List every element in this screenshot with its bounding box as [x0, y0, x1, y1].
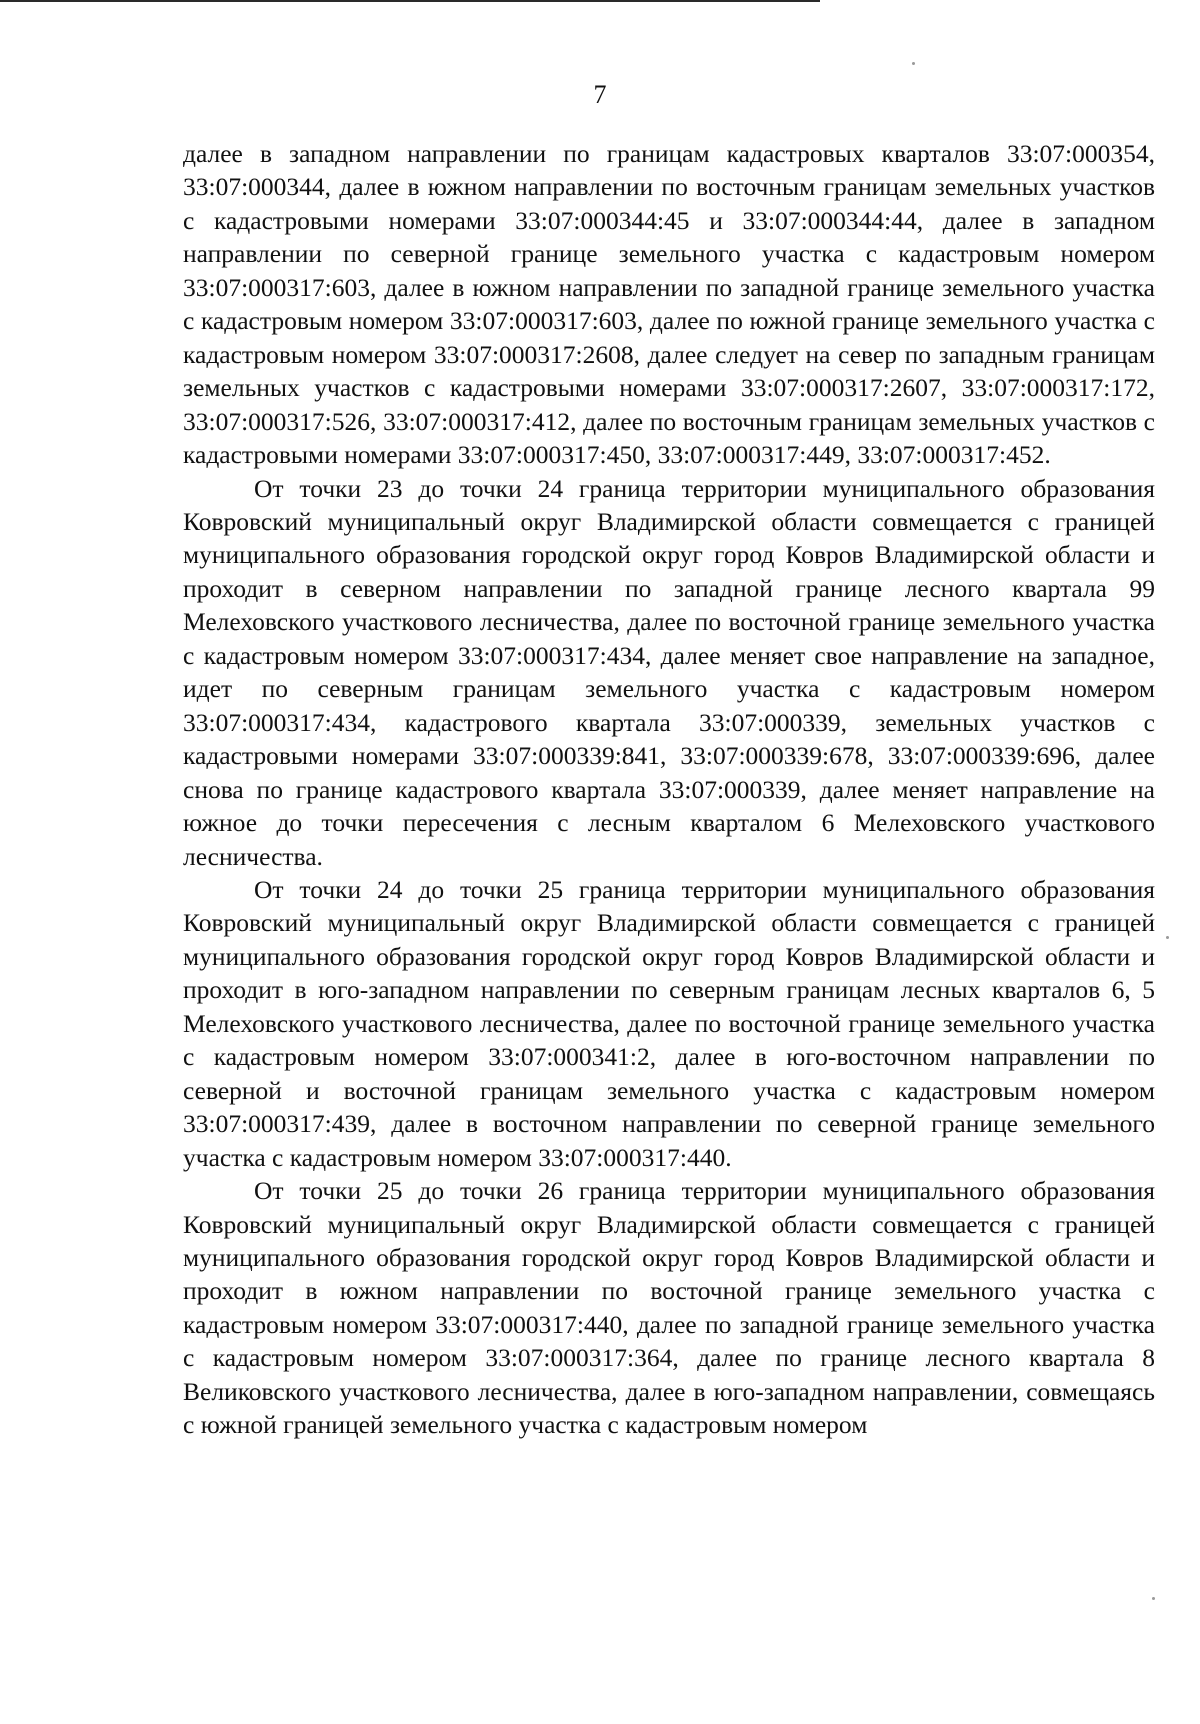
- scan-speck: [912, 62, 915, 65]
- paragraph-boundary-continuation: далее в западном направлении по границам кадастровых кварталов 33:07:000354, 33:07:000344, далее в южном направлении по восточным границам земельных участков с кадастровыми номерами 33:07:000344:45 и 33:07:000344:44, далее в западном направлении по северной границе земельного участка с кадастровым номером 33:07:000317:603, далее в южном направлении по западной границе земельного участка с кадастровым номером 33:07:000317:603, далее по южной границе земельного участка с кадастровым номером 33:07:000317:2608, далее следует на север по западным границам земельных участков с кадастровыми номерами 33:07:000317:2607, 33:07:000317:172, 33:07:000317:526, 33:07:000317:412, далее по восточным границам земельных участков с кадастровыми номерами 33:07:000317:450, 33:07:000317:449, 33:07:000317:452.: [183, 139, 1155, 470]
- scan-top-edge-line: [0, 0, 820, 2]
- page-number: 7: [593, 80, 607, 109]
- scan-speck: [1166, 936, 1169, 939]
- scan-speck: [1152, 1597, 1155, 1600]
- paragraph-points-23-24: От точки 23 до точки 24 граница территории муниципального образования Ковровский муниципальный округ Владимирской области совмещается с границей муниципального образования городской округ город Ковров Владимирской области и проходит в северном направлении по западной границе лесного квартала 99 Мелеховского участкового лесничества, далее по восточной границе земельного участка с кадастровым номером 33:07:000317:434, далее меняет свое направление на западное, идет по северным границам земельного участка с кадастровым номером 33:07:000317:434, кадастрового квартала 33:07:000339, земельных участков с кадастровыми номерами 33:07:000339:841, 33:07:000339:678, 33:07:000339:696, далее снова по границе кадастрового квартала 33:07:000339, далее меняет направление на южное до точки пересечения с лесным кварталом 6 Мелеховского участкового лесничества.: [183, 473, 1155, 871]
- document-body: [183, 137, 1155, 1442]
- paragraph-points-24-25: От точки 24 до точки 25 граница территории муниципального образования Ковровский муниципальный округ Владимирской области совмещается с границей муниципального образования городской округ город Ковров Владимирской области и проходит в юго-западном направлении по северным границам лесных кварталов 6, 5 Мелеховского участкового лесничества, далее по восточной границе земельного участка с кадастровым номером 33:07:000341:2, далее в юго-восточном направлении по северной и восточной границам земельного участка с кадастровым номером 33:07:000317:439, далее в восточном направлении по северной границе земельного участка с кадастровым номером 33:07:000317:440.: [183, 874, 1155, 1172]
- paragraph-points-25-26: От точки 25 до точки 26 граница территории муниципального образования Ковровский муниципальный округ Владимирской области совмещается с границей муниципального образования городской округ город Ковров Владимирской области и проходит в южном направлении по восточной границе земельного участка с кадастровым номером 33:07:000317:440, далее по западной границе земельного участка с кадастровым номером 33:07:000317:364, далее по границе лесного квартала 8 Великовского участкового лесничества, далее в юго-западном направлении, совмещаясь с южной границей земельного участка с кадастровым номером: [183, 1176, 1155, 1440]
